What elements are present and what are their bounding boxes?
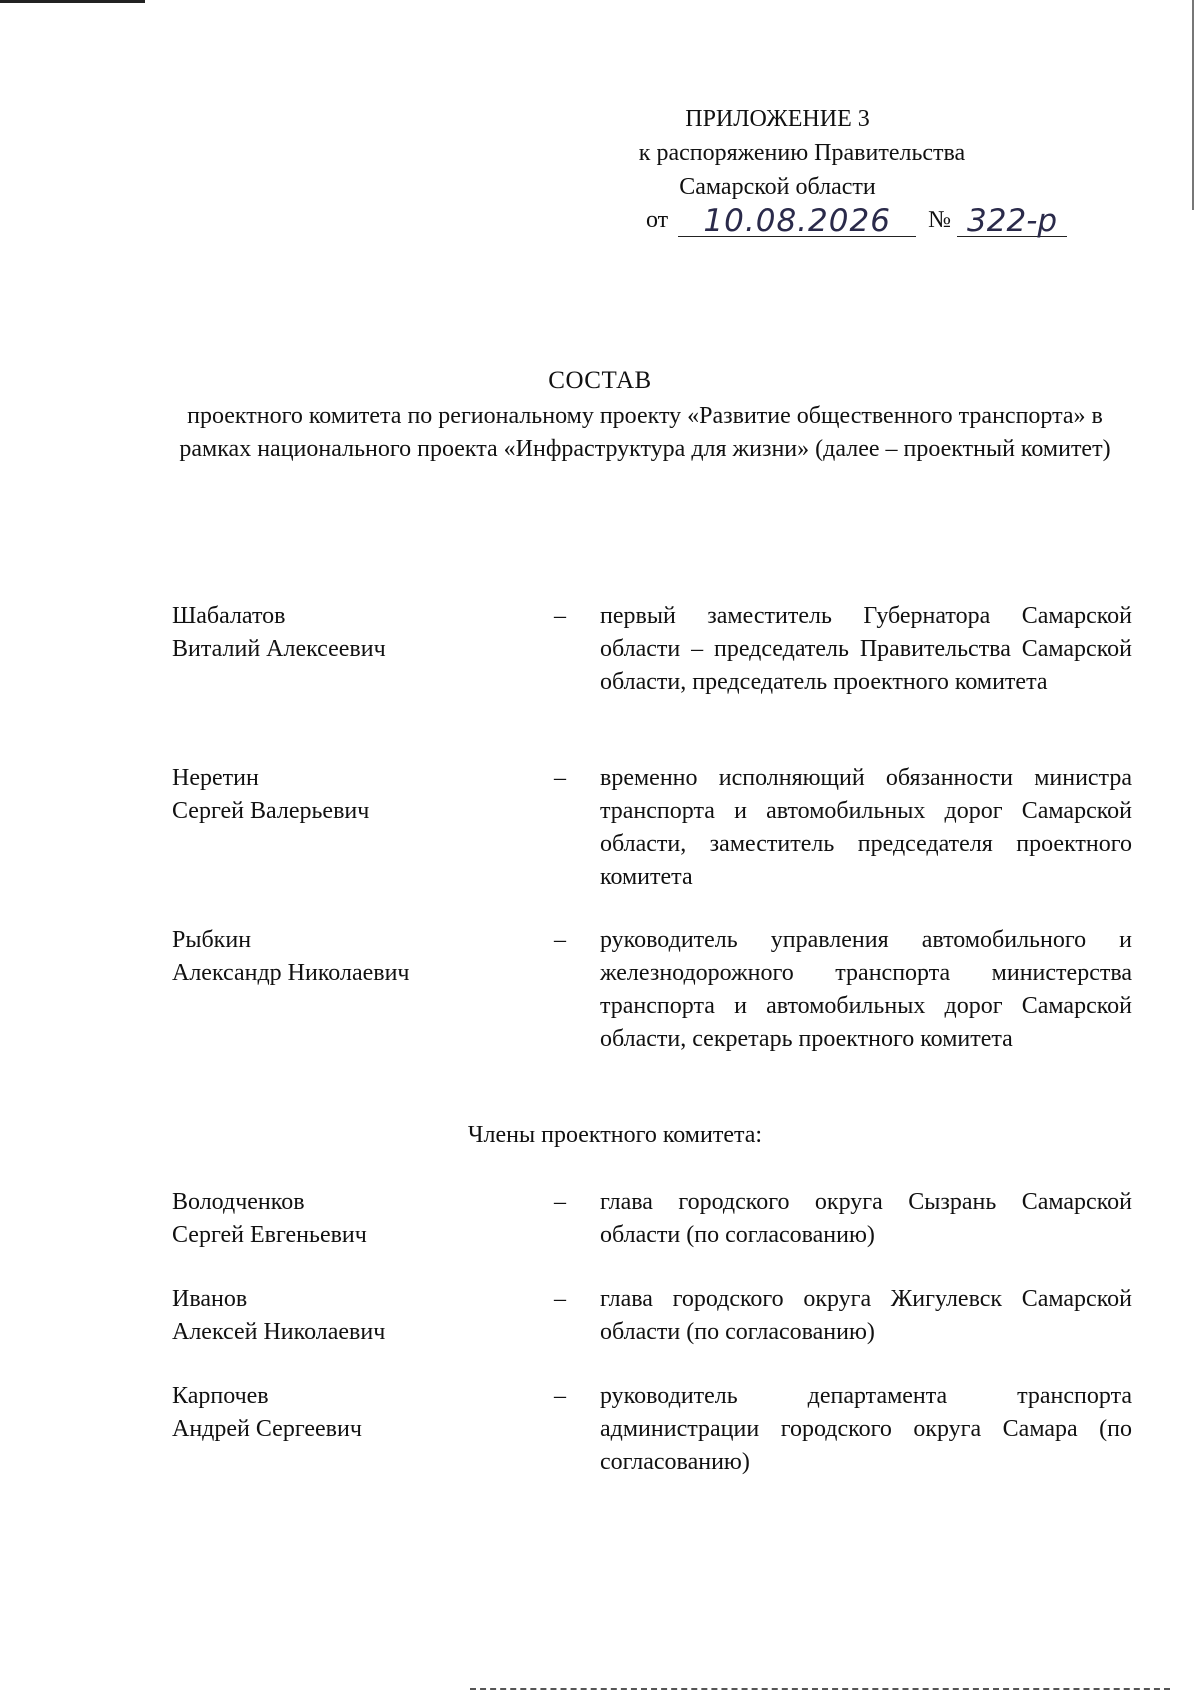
entry-dash: – — [554, 1383, 566, 1409]
entry-dash: – — [554, 1286, 566, 1312]
person-role: руководитель департамента транспорта администрации городского округа Самара (по согласованию) — [600, 1383, 1132, 1475]
entry-dash: – — [554, 1189, 566, 1215]
scan-edge-bottom — [470, 1688, 1170, 1690]
person-given-names: Андрей Сергеевич — [172, 1416, 362, 1442]
person-name — [172, 600, 532, 666]
members-heading: Члены проектного комитета: — [467, 1122, 763, 1148]
person-surname: Неретин — [172, 765, 259, 791]
annex-order-reference: к распоряжению Правительства — [638, 140, 966, 166]
entry-dash: – — [554, 927, 566, 953]
person-given-names: Сергей Валерьевич — [172, 798, 370, 824]
entry-dash: – — [554, 603, 566, 629]
scan-edge-top — [0, 0, 145, 3]
person-name — [172, 924, 532, 990]
entry-dash: – — [554, 765, 566, 791]
handwritten-date: 10.08.2026 — [678, 206, 916, 237]
annex-title: ПРИЛОЖЕНИЕ 3 — [685, 106, 870, 132]
person-name — [172, 1380, 532, 1446]
person-role: первый заместитель Губернатора Самарской области – председатель Правительства Самарской области, председатель проектного комитета — [600, 603, 1132, 695]
annex-region: Самарской области — [679, 174, 876, 200]
person-role: руководитель управления автомобильного и железнодорожного транспорта министерства транспорта и автомобильных дорог Самарской области, секретарь проектного комитета — [600, 927, 1132, 1052]
annex-date-number-row — [646, 204, 1067, 237]
person-role: глава городского округа Сызрань Самарской области (по согласованию) — [600, 1189, 1132, 1248]
number-prefix: № — [928, 207, 952, 233]
person-name — [172, 1186, 532, 1252]
person-surname: Карпочев — [172, 1383, 269, 1409]
person-role: глава городского округа Жигулевск Самарской области (по согласованию) — [600, 1286, 1132, 1345]
person-name — [172, 762, 532, 828]
handwritten-number: 322-р — [957, 206, 1067, 237]
date-prefix: от — [646, 207, 669, 233]
person-surname: Шабалатов — [172, 603, 286, 629]
person-name — [172, 1283, 532, 1349]
person-surname: Володченков — [172, 1189, 305, 1215]
person-surname: Иванов — [172, 1286, 248, 1312]
person-given-names: Сергей Евгеньевич — [172, 1222, 367, 1248]
scan-edge-right — [1192, 0, 1194, 210]
person-given-names: Виталий Алексеевич — [172, 636, 386, 662]
person-given-names: Алексей Николаевич — [172, 1319, 386, 1345]
document-title: СОСТАВ — [548, 367, 652, 394]
person-surname: Рыбкин — [172, 927, 252, 953]
person-role: временно исполняющий обязанности министра транспорта и автомобильных дорог Самарской области, заместитель председателя проектного комитета — [600, 765, 1132, 890]
person-given-names: Александр Николаевич — [172, 960, 410, 986]
document-subtitle: проектного комитета по региональному проекту «Развитие общественного транспорта» в рамках национального проекта «Инфраструктура для жизни» (далее – проектный комитет) — [179, 403, 1111, 462]
